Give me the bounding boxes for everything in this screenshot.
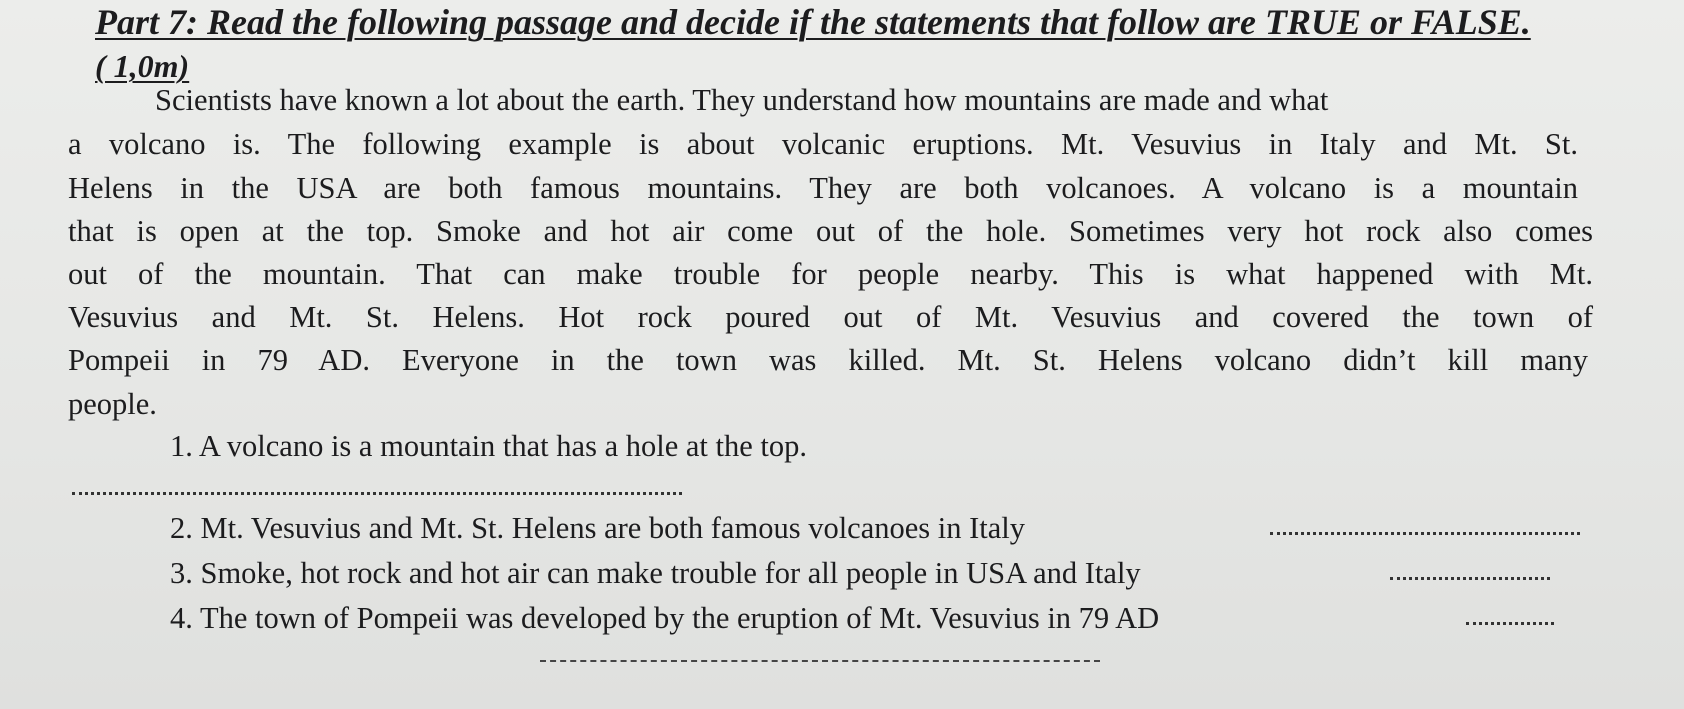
answer-line-1[interactable] <box>72 492 682 495</box>
answer-line-2[interactable] <box>1270 532 1580 535</box>
answer-line-4[interactable] <box>1466 622 1554 625</box>
question-2: 2. Mt. Vesuvius and Mt. St. Helens are both famous volcanoes in Italy <box>170 511 1026 545</box>
passage-line-8: people. <box>68 387 157 421</box>
question-3: 3. Smoke, hot rock and hot air can make trouble for all people in USA and Italy <box>170 556 1141 590</box>
passage-line-7: Pompeii in 79 AD. Everyone in the town was killed. Mt. St. Helens volcano didn’t kill many <box>68 343 1588 377</box>
passage-line-4: that is open at the top. Smoke and hot air come out of the hole. Sometimes very hot rock also comes <box>68 214 1593 248</box>
passage-line-6: Vesuvius and Mt. St. Helens. Hot rock poured out of Mt. Vesuvius and covered the town of <box>68 300 1593 334</box>
passage-line-3: Helens in the USA are both famous mountains. They are both volcanoes. A volcano is a mountain <box>68 171 1578 205</box>
section-heading: Part 7: Read the following passage and decide if the statements that follow are TRUE or FALSE. <box>95 2 1531 42</box>
question-1: 1. A volcano is a mountain that has a hole at the top. <box>170 429 807 463</box>
passage-line-5: out of the mountain. That can make trouble for people nearby. This is what happened with Mt. <box>68 257 1593 291</box>
passage-line-2: a volcano is. The following example is about volcanic eruptions. Mt. Vesuvius in Italy and Mt. St. <box>68 127 1578 161</box>
answer-line-3[interactable] <box>1390 577 1550 580</box>
marks-label: ( 1,0m) <box>95 48 190 84</box>
answer-line-4-extra[interactable] <box>540 660 1100 662</box>
passage-line-1: Scientists have known a lot about the earth. They understand how mountains are made and what <box>155 83 1329 117</box>
question-4: 4. The town of Pompeii was developed by the eruption of Mt. Vesuvius in 79 AD <box>170 601 1160 635</box>
